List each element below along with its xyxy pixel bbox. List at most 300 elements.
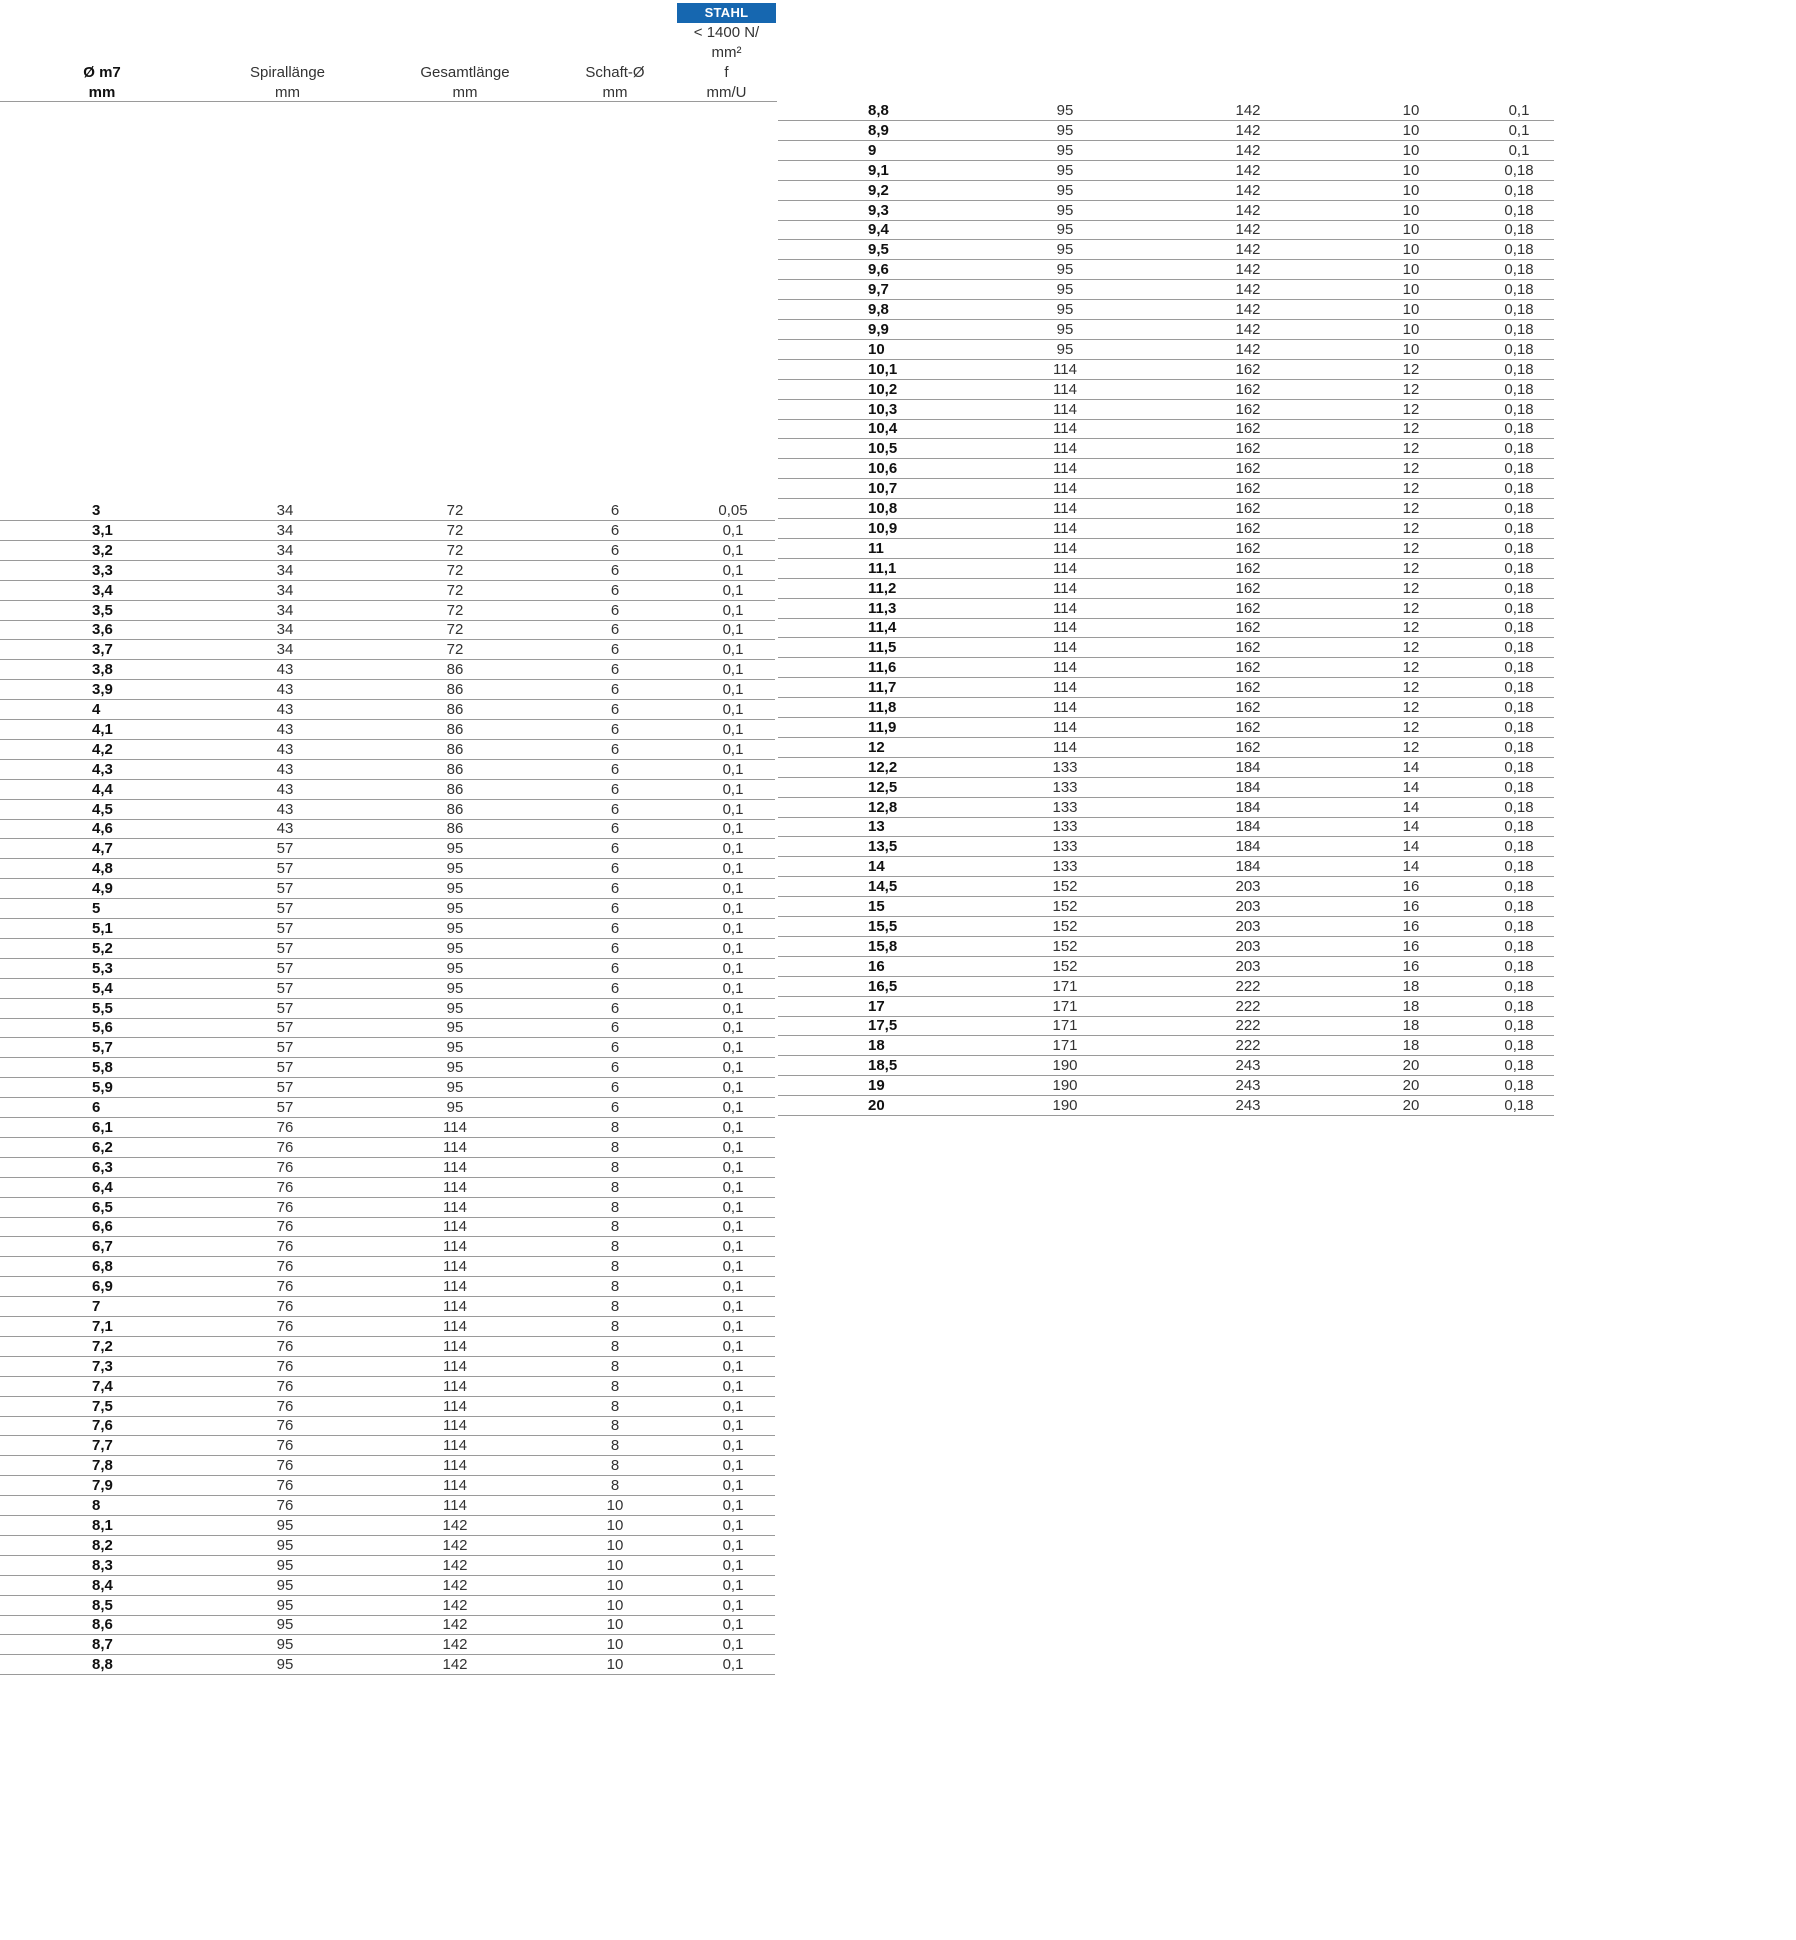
shank-diameter-cell: 6 [610,561,620,579]
table-row [0,819,775,839]
diameter-cell: 5,6 [92,1019,113,1037]
diameter-cell: 9 [868,141,877,159]
flute-length-cell: 95 [1056,121,1074,139]
diameter-cell: 7,4 [92,1377,113,1395]
feed-rate-cell: 0,1 [722,521,744,539]
table-row [0,601,775,621]
diameter-cell: 15 [868,898,885,915]
shank-diameter-cell: 6 [610,521,620,539]
feed-rate-cell: 0,18 [1504,420,1534,438]
table-row [0,1058,775,1078]
table-row [0,1337,775,1357]
table-row [0,1476,775,1496]
overall-length-cell: 114 [443,1357,467,1375]
diameter-cell: 3,3 [92,561,113,579]
flute-length-cell: 95 [1056,181,1074,199]
shank-diameter-cell: 8 [610,1118,620,1136]
overall-length-cell: 203 [1235,957,1261,975]
shank-diameter-cell: 12 [1402,400,1420,418]
diameter-cell: 7,9 [92,1477,113,1495]
shank-diameter-cell: 6 [610,581,620,599]
feed-rate-cell: 0,18 [1504,500,1534,517]
flute-length-cell: 34 [276,521,294,539]
overall-length-cell: 142 [442,1516,468,1534]
overall-length-cell: 162 [1235,380,1261,398]
diameter-cell: 7,6 [92,1417,113,1435]
diameter-cell: 8,2 [92,1536,113,1554]
overall-length-cell: 86 [446,800,464,818]
table-row [778,141,1554,161]
diameter-cell: 4,3 [92,760,113,778]
table-row [0,839,775,859]
shank-diameter-cell: 12 [1402,639,1420,657]
overall-length-cell: 72 [446,561,464,579]
diameter-cell: 6,3 [92,1158,113,1176]
feed-rate-cell: 0,1 [722,681,744,699]
flute-length-cell: 95 [276,1536,294,1554]
flute-length-cell: 95 [1056,281,1074,299]
shank-diameter-cell: 6 [610,641,620,659]
overall-length-cell: 184 [1235,858,1261,876]
shank-diameter-cell: 8 [610,1477,620,1495]
flute-length-cell: 57 [276,1059,294,1077]
table-row [0,1536,775,1556]
shank-diameter-cell: 10 [1402,102,1420,119]
table-row [778,678,1554,698]
table-row [0,501,775,521]
diameter-cell: 3,5 [92,601,113,619]
feed-rate-cell: 0,18 [1504,201,1534,219]
feed-rate-cell: 0,1 [722,1357,744,1375]
diameter-cell: 3,4 [92,581,113,599]
overall-length-cell: 114 [443,1457,467,1475]
feed-rate-cell: 0,18 [1504,798,1534,816]
overall-length-cell: 86 [446,701,464,718]
overall-length-cell: 95 [446,1079,464,1097]
diameter-cell: 7 [92,1298,101,1315]
feed-rate-cell: 0,1 [722,900,744,917]
table-row [0,620,775,640]
feed-rate-cell: 0,1 [722,979,744,997]
feed-rate-cell: 0,1 [722,820,744,838]
feed-rate-cell: 0,1 [722,880,744,898]
shank-diameter-cell: 6 [610,820,620,838]
flute-length-cell: 95 [276,1556,294,1574]
feed-rate-cell: 0,18 [1504,320,1534,338]
table-row [0,1297,775,1317]
overall-length-cell: 114 [443,1437,467,1455]
diameter-cell: 5,2 [92,939,113,957]
table-row [778,559,1554,579]
table-row [778,1016,1554,1036]
table-row [0,879,775,899]
overall-length-cell: 162 [1235,738,1261,756]
feed-rate-cell: 0,1 [722,1397,744,1415]
table-row [778,280,1554,300]
flute-length-cell: 43 [276,681,294,699]
shank-diameter-cell: 8 [610,1357,620,1375]
flute-length-cell: 43 [276,701,294,718]
diameter-cell: 5 [92,900,101,917]
diameter-cell: 12 [868,738,885,756]
overall-length-cell: 114 [443,1477,467,1495]
table-row [0,581,775,601]
shank-diameter-cell: 6 [610,979,620,997]
shank-diameter-cell: 12 [1402,539,1420,557]
flute-length-cell: 114 [1053,699,1077,716]
table-row [778,220,1554,240]
table-row [778,479,1554,499]
feed-rate-cell: 0,1 [722,800,744,818]
shank-diameter-cell: 6 [610,701,620,718]
flute-length-cell: 114 [1053,519,1077,537]
table-row [0,800,775,820]
flute-length-cell: 95 [1056,201,1074,219]
diameter-cell: 11,9 [868,718,897,736]
table-row [778,320,1554,340]
overall-length-cell: 114 [443,1218,467,1236]
shank-diameter-cell: 8 [610,1258,620,1276]
shank-diameter-cell: 18 [1402,1017,1420,1035]
feed-rate-cell: 0,1 [722,1198,744,1216]
overall-length-cell: 95 [446,999,464,1017]
feed-rate-cell: 0,05 [718,502,748,519]
shank-diameter-cell: 6 [610,800,620,818]
flute-length-cell: 76 [276,1317,294,1335]
diameter-cell: 4,9 [92,880,113,898]
feed-rate-cell: 0,1 [722,1337,744,1355]
overall-length-cell: 95 [446,919,464,937]
flute-length-cell: 57 [276,860,294,878]
overall-length-cell: 203 [1235,917,1261,935]
flute-length-cell: 57 [276,1099,294,1116]
shank-diameter-cell: 10 [1402,301,1420,318]
shank-diameter-cell: 10 [1402,121,1420,139]
flute-length-cell: 76 [276,1298,294,1315]
feed-rate-cell: 0,18 [1504,1037,1534,1055]
flute-length-cell: 95 [1056,102,1074,119]
overall-length-cell: 184 [1235,778,1261,796]
table-row [778,798,1554,818]
shank-diameter-cell: 12 [1402,519,1420,537]
feed-rate-cell: 0,1 [722,1636,744,1654]
shank-diameter-cell: 12 [1402,559,1420,577]
table-row [778,917,1554,937]
flute-length-cell: 34 [276,541,294,559]
table-row [778,1076,1554,1096]
shank-diameter-cell: 6 [610,601,620,619]
diameter-cell: 3,2 [92,541,113,559]
shank-diameter-cell: 16 [1402,917,1420,935]
feed-rate-cell: 0,1 [722,1298,744,1315]
col-header-diameter: Ø m7 mm [83,64,121,101]
feed-rate-cell: 0,1 [722,541,744,559]
diameter-cell: 9,1 [868,161,889,179]
flute-length-cell: 95 [1056,320,1074,338]
overall-length-cell: 86 [446,820,464,838]
feed-rate-cell: 0,1 [722,1019,744,1037]
feed-rate-cell: 0,1 [722,1497,744,1514]
flute-length-cell: 114 [1053,738,1077,756]
shank-diameter-cell: 12 [1402,380,1420,398]
table-row [0,979,775,999]
shank-diameter-cell: 12 [1402,440,1420,458]
table-row [778,360,1554,380]
table-row [0,1277,775,1297]
feed-rate-cell: 0,1 [722,1178,744,1196]
flute-length-cell: 57 [276,1039,294,1057]
overall-length-cell: 162 [1235,659,1261,677]
flute-length-cell: 57 [276,939,294,957]
diameter-cell: 9,2 [868,181,889,199]
overall-length-cell: 114 [443,1258,467,1276]
shank-diameter-cell: 12 [1402,738,1420,756]
shank-diameter-cell: 8 [610,1457,620,1475]
diameter-cell: 6,1 [92,1118,113,1136]
flute-length-cell: 152 [1052,878,1078,896]
feed-rate-cell: 0,18 [1504,340,1534,358]
diameter-cell: 10,6 [868,460,898,478]
feed-rate-cell: 0,18 [1504,599,1534,617]
table-row [0,1576,775,1596]
flute-length-cell: 57 [276,840,294,858]
feed-rate-cell: 0,1 [722,1417,744,1435]
diameter-cell: 20 [868,1097,885,1114]
shank-diameter-cell: 10 [606,1497,624,1514]
flute-length-cell: 76 [276,1497,294,1514]
feed-rate-cell: 0,1 [722,1218,744,1236]
flute-length-cell: 95 [276,1616,294,1634]
flute-length-cell: 95 [276,1596,294,1614]
shank-diameter-cell: 6 [610,959,620,977]
feed-rate-cell: 0,18 [1504,659,1534,677]
table-row [0,1416,775,1436]
overall-length-cell: 72 [446,581,464,599]
diameter-cell: 7,1 [92,1317,113,1335]
diameter-cell: 13 [868,818,885,836]
shank-diameter-cell: 14 [1402,798,1420,816]
overall-length-cell: 222 [1235,1017,1261,1035]
shank-diameter-cell: 8 [610,1158,620,1176]
flute-length-cell: 76 [276,1437,294,1455]
feed-rate-cell: 0,18 [1504,539,1534,557]
table-row [0,1257,775,1277]
flute-length-cell: 95 [1056,141,1074,159]
feed-rate-cell: 0,18 [1504,241,1534,259]
flute-length-cell: 57 [276,1019,294,1037]
table-row [0,1516,775,1536]
flute-length-cell: 34 [276,621,294,639]
shank-diameter-cell: 8 [610,1437,620,1455]
shank-diameter-cell: 20 [1402,1057,1420,1075]
overall-length-cell: 114 [443,1278,467,1296]
flute-length-cell: 171 [1052,997,1078,1015]
table-row [0,521,775,541]
shank-diameter-cell: 6 [610,860,620,878]
feed-rate-cell: 0,1 [722,1158,744,1176]
feed-rate-cell: 0,18 [1504,778,1534,796]
shank-diameter-cell: 6 [610,999,620,1017]
col-header-flute-length: Spirallänge mm [249,64,326,101]
diameter-cell: 6,8 [92,1258,113,1276]
diameter-cell: 4,7 [92,840,113,858]
feed-rate-cell: 0,1 [722,1516,744,1534]
flute-length-cell: 34 [276,502,294,519]
overall-length-cell: 142 [442,1596,468,1614]
diameter-cell: 8,8 [868,102,889,119]
table-row [778,201,1554,221]
diameter-cell: 14 [868,858,885,876]
shank-diameter-cell: 8 [610,1238,620,1256]
overall-length-cell: 142 [442,1636,468,1654]
table-row [778,539,1554,559]
overall-length-cell: 86 [446,780,464,798]
feed-rate-cell: 0,1 [1508,141,1530,159]
col-header-overall-length: Gesamtlänge mm [420,64,510,101]
shank-diameter-cell: 12 [1402,420,1420,438]
feed-rate-cell: 0,18 [1504,977,1534,995]
flute-length-cell: 76 [276,1477,294,1495]
shank-diameter-cell: 14 [1402,778,1420,796]
shank-diameter-cell: 12 [1402,500,1420,517]
flute-length-cell: 76 [276,1138,294,1156]
feed-rate-cell: 0,18 [1504,281,1534,299]
shank-diameter-cell: 10 [606,1536,624,1554]
diameter-cell: 10,4 [868,420,898,438]
table-row [778,519,1554,539]
table-row [778,1096,1554,1116]
flute-length-cell: 76 [276,1278,294,1296]
shank-diameter-cell: 10 [1402,340,1420,358]
flute-length-cell: 57 [276,979,294,997]
overall-length-cell: 95 [446,939,464,957]
flute-length-cell: 57 [276,959,294,977]
diameter-cell: 3 [92,502,101,519]
feed-rate-cell: 0,18 [1504,301,1534,318]
diameter-cell: 10,3 [868,400,898,418]
overall-length-cell: 114 [443,1317,467,1335]
overall-length-cell: 86 [446,681,464,699]
feed-rate-cell: 0,1 [722,1278,744,1296]
diameter-cell: 5,4 [92,979,113,997]
overall-length-cell: 142 [1235,121,1261,139]
table-row [0,899,775,919]
shank-diameter-cell: 10 [1402,181,1420,199]
shank-diameter-cell: 10 [606,1636,624,1654]
flute-length-cell: 152 [1052,917,1078,935]
feed-rate-cell: 0,18 [1504,878,1534,896]
table-row [0,640,775,660]
overall-length-cell: 72 [446,541,464,559]
feed-rate-cell: 0,1 [722,780,744,798]
flute-length-cell: 133 [1052,838,1078,856]
diameter-cell: 9,7 [868,281,889,299]
feed-rate-cell: 0,18 [1504,221,1534,239]
shank-diameter-cell: 10 [1402,320,1420,338]
flute-length-cell: 114 [1053,500,1077,517]
feed-rate-cell: 0,1 [722,760,744,778]
diameter-cell: 12,5 [868,778,898,796]
table-row [778,101,1554,121]
shank-diameter-cell: 8 [610,1417,620,1435]
flute-length-cell: 76 [276,1118,294,1136]
diameter-cell: 15,8 [868,937,898,955]
flute-length-cell: 133 [1052,798,1078,816]
flute-length-cell: 95 [1056,340,1074,358]
feed-rate-cell: 0,1 [722,1238,744,1256]
overall-length-cell: 243 [1235,1097,1261,1114]
flute-length-cell: 190 [1052,1077,1078,1095]
shank-diameter-cell: 12 [1402,579,1420,597]
table-row [778,658,1554,678]
flute-length-cell: 34 [276,561,294,579]
flute-length-cell: 95 [276,1636,294,1654]
overall-length-cell: 162 [1235,599,1261,617]
diameter-cell: 18 [868,1037,885,1055]
overall-length-cell: 162 [1235,539,1261,557]
feed-rate-cell: 0,18 [1504,519,1534,537]
feed-rate-cell: 0,1 [722,1457,744,1475]
shank-diameter-cell: 10 [1402,241,1420,259]
shank-diameter-cell: 6 [610,661,620,679]
flute-length-cell: 43 [276,760,294,778]
feed-rate-cell: 0,18 [1504,1057,1534,1075]
flute-length-cell: 43 [276,661,294,679]
shank-diameter-cell: 16 [1402,937,1420,955]
feed-rate-cell: 0,1 [722,1118,744,1136]
table-row [778,579,1554,599]
feed-rate-cell: 0,18 [1504,858,1534,876]
flute-length-cell: 190 [1052,1057,1078,1075]
overall-length-cell: 184 [1235,758,1261,776]
shank-diameter-cell: 12 [1402,480,1420,498]
shank-diameter-cell: 16 [1402,898,1420,915]
shank-diameter-cell: 6 [610,760,620,778]
diameter-cell: 10,8 [868,500,898,517]
shank-diameter-cell: 6 [610,1039,620,1057]
flute-length-cell: 76 [276,1238,294,1256]
shank-diameter-cell: 10 [606,1616,624,1634]
shank-diameter-cell: 10 [606,1596,624,1614]
shank-diameter-cell: 8 [610,1278,620,1296]
diameter-cell: 15,5 [868,917,898,935]
overall-length-cell: 114 [443,1138,467,1156]
feed-rate-cell: 0,18 [1504,619,1534,637]
overall-length-cell: 72 [446,521,464,539]
shank-diameter-cell: 6 [610,621,620,639]
flute-length-cell: 114 [1053,679,1077,697]
shank-diameter-cell: 12 [1402,619,1420,637]
overall-length-cell: 95 [446,1019,464,1037]
table-row [0,1436,775,1456]
diameter-cell: 8 [92,1497,101,1514]
flute-length-cell: 114 [1053,659,1077,677]
flute-length-cell: 76 [276,1417,294,1435]
feed-rate-cell: 0,1 [722,740,744,758]
diameter-cell: 9,8 [868,301,889,318]
flute-length-cell: 114 [1053,559,1077,577]
overall-length-cell: 162 [1235,579,1261,597]
flute-length-cell: 95 [276,1656,294,1674]
diameter-cell: 19 [868,1077,885,1095]
table-row [778,778,1554,798]
table-row [0,1317,775,1337]
shank-diameter-cell: 12 [1402,659,1420,677]
flute-length-cell: 171 [1052,1037,1078,1055]
feed-rate-cell: 0,18 [1504,181,1534,199]
table-row [778,599,1554,619]
table-row [778,1056,1554,1076]
